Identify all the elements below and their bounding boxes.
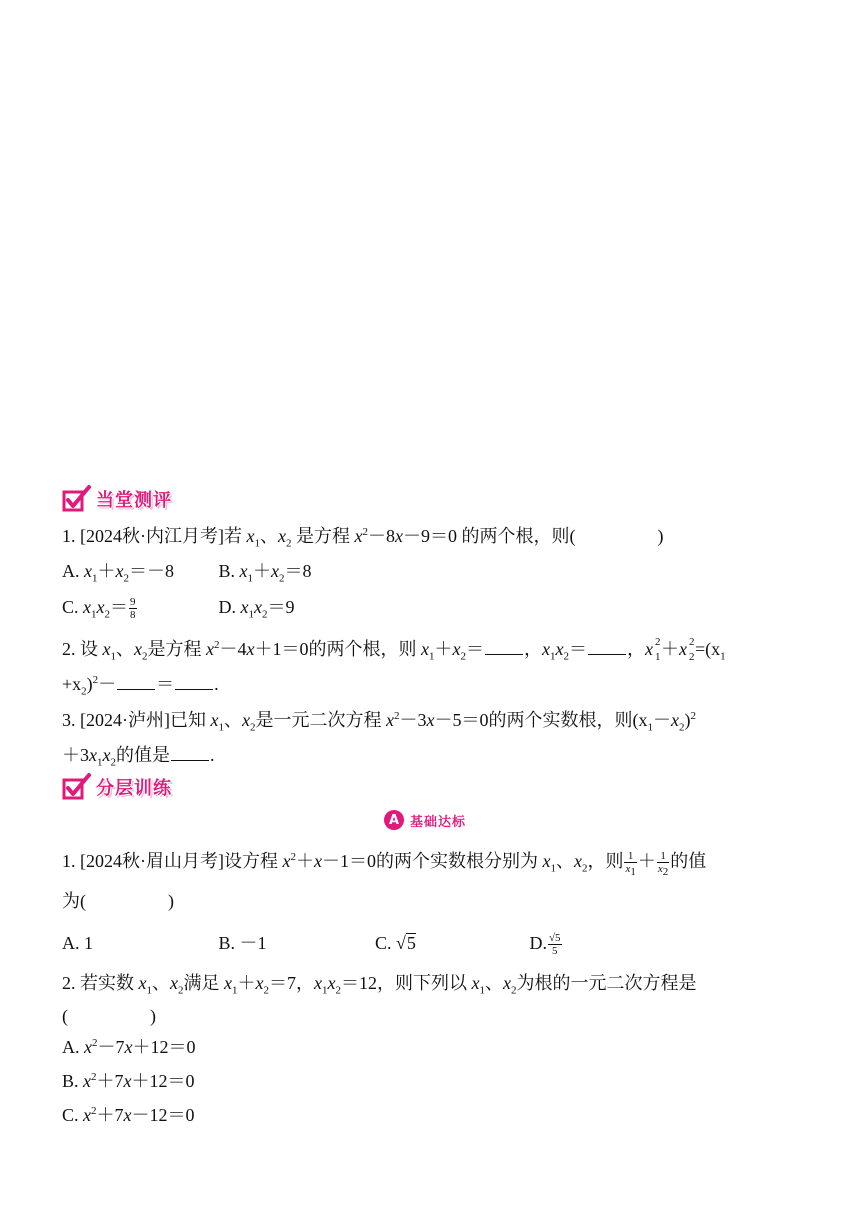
answer-blank[interactable] — [171, 744, 209, 761]
question-2: 2. 设 $x_1$、$x_2$是方程 $x^2-4x+1=0$的两个根，则 $x_1+x_2=$ ，$x_1x_2=$ ，x 2 1 ＋x 2 2 $=(x_1$ — [62, 636, 726, 663]
practice-2-option-b[interactable]: B. $x^2+7x+12=0$ — [62, 1071, 195, 1091]
practice-1-options — [62, 932, 563, 957]
check-box-icon — [62, 485, 92, 513]
level-badge: A — [384, 810, 404, 830]
option-b[interactable]: B. $x_1+x_2=8$ — [218, 561, 312, 585]
question-1: 1. [2024秋·内江月考]若 $x_1$、$x_2$ 是方程 $x^2-8x-9=0$ 的两个根，则( ) — [62, 526, 664, 550]
question-2-line2: $+x_2)^2-$ ＝ . — [62, 674, 219, 698]
question-3: 3. [2024·泸州]已知 $x_1$、$x_2$是一元二次方程 $x^2-3x-5=0$的两个实数根，则$(x_1-x_2)^2$ — [62, 710, 696, 734]
practice-1: 1. [2024秋·眉山月考]设方程 $x^2+x-1=0$的两个实数根分别为 $x_1$、$x_2$，则 $\frac{1}{x_1}$ ＋ $\frac{1}{x_2}$ 的值 — [62, 850, 707, 879]
option-a[interactable]: A. 1 — [62, 933, 93, 953]
question-1-options-row1 — [62, 560, 312, 585]
option-a[interactable]: A. $x_1+x_2=-8$ — [62, 561, 174, 585]
section-title: 当堂测评 — [96, 490, 172, 511]
practice-2-option-a[interactable]: A. $x^2-7x+12=0$ — [62, 1037, 196, 1057]
subsection-header-basic — [384, 810, 466, 830]
section-header-layered-training — [62, 772, 172, 802]
practice-2: 2. 若实数 $x_1$、$x_2$满足 $x_1+x_2=7$，$x_1x_2=12$，则下列以 $x_1$、$x_2$为根的一元二次方程是 — [62, 973, 697, 997]
option-b[interactable]: B. －1 — [218, 933, 267, 953]
answer-blank[interactable] — [117, 673, 155, 690]
practice-1-line2: 为( ) — [62, 891, 174, 911]
answer-blank[interactable] — [485, 638, 523, 655]
check-box-icon — [62, 773, 92, 801]
option-c[interactable]: C. $x_1x_2=$ $\frac{9}{8}$ — [62, 596, 136, 622]
subsection-title: 基础达标 — [410, 814, 467, 830]
question-1-options-row2 — [62, 596, 295, 621]
option-c[interactable]: C. √5 — [375, 933, 416, 953]
answer-blank[interactable] — [588, 638, 626, 655]
option-d[interactable]: D. $\frac{√5}{5}$ — [529, 932, 561, 958]
option-d[interactable]: D. $x_1x_2=9$ — [218, 597, 295, 621]
practice-2-option-c[interactable]: C. $x^2+7x-12=0$ — [62, 1105, 195, 1125]
question-3-line2: $+3x_1x_2$的值是 . — [62, 745, 215, 769]
section-header-current-assessment — [62, 484, 172, 514]
practice-2-line2: ( ) — [62, 1006, 156, 1026]
answer-blank[interactable] — [175, 673, 213, 690]
section-title: 分层训练 — [96, 778, 172, 799]
